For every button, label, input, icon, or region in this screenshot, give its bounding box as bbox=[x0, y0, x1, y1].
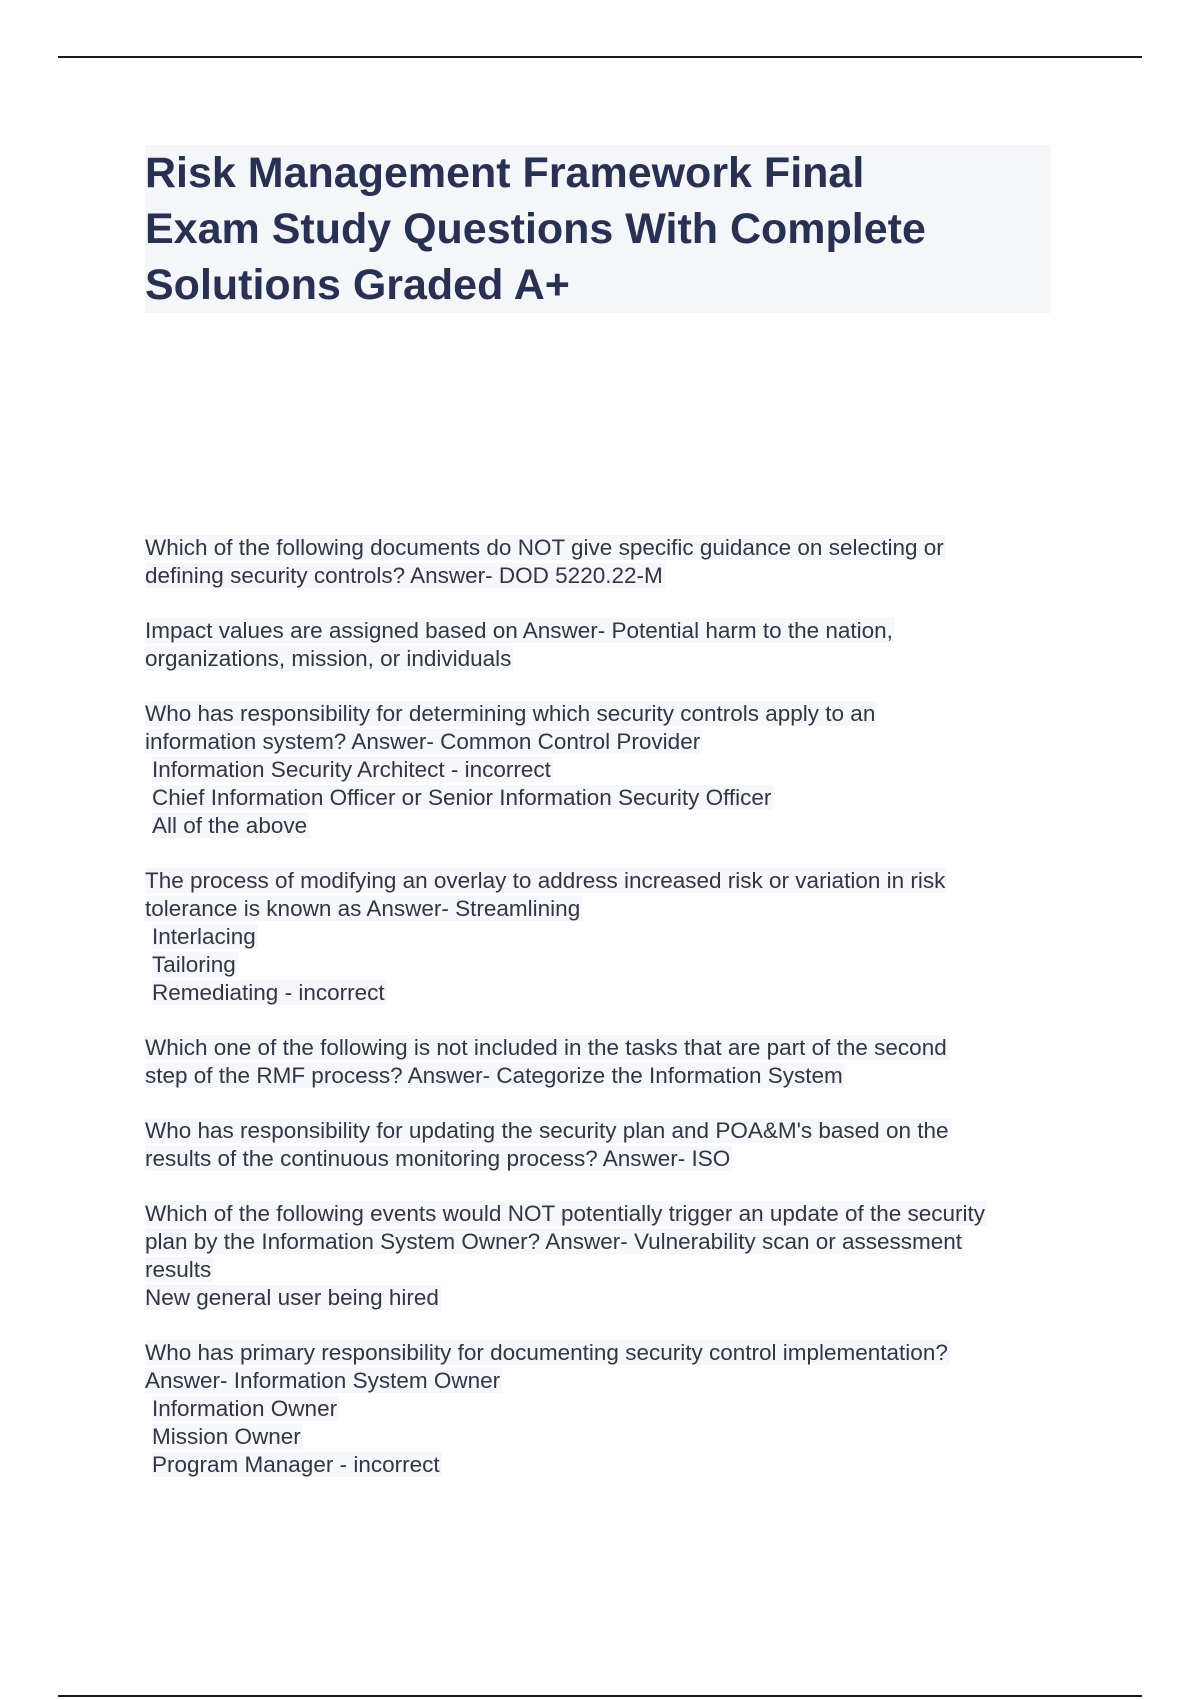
answer-option: All of the above bbox=[152, 813, 308, 838]
question-line: defining security controls? Answer- DOD 5220.22-M bbox=[145, 563, 663, 588]
question-line: Which of the following events would NOT potentially trigger an update of the security bbox=[145, 1201, 986, 1226]
question-line: Who has responsibility for updating the security plan and POA&M's based on the bbox=[145, 1118, 949, 1143]
question-line: Impact values are assigned based on Answer- Potential harm to the nation, bbox=[145, 618, 893, 643]
answer-option: Information Owner bbox=[152, 1396, 338, 1421]
qa-item bbox=[145, 534, 1065, 590]
title-line: Risk Management Framework Final bbox=[145, 149, 865, 197]
qa-item bbox=[145, 1339, 1065, 1479]
question-line: The process of modifying an overlay to address increased risk or variation in risk bbox=[145, 868, 946, 893]
question-line: Which of the following documents do NOT give specific guidance on selecting or bbox=[145, 535, 944, 560]
question-answer-list bbox=[145, 534, 1065, 1506]
question-line: Which one of the following is not included in the tasks that are part of the second bbox=[145, 1035, 947, 1060]
answer-option: Program Manager - incorrect bbox=[152, 1452, 440, 1477]
question-line: results bbox=[145, 1257, 212, 1282]
qa-item bbox=[145, 700, 1065, 840]
question-line: results of the continuous monitoring process? Answer- ISO bbox=[145, 1146, 731, 1171]
question-line: New general user being hired bbox=[145, 1285, 439, 1310]
question-line: Who has responsibility for determining which security controls apply to an bbox=[145, 701, 876, 726]
question-line: tolerance is known as Answer- Streamlining bbox=[145, 896, 581, 921]
answer-option: Information Security Architect - incorrect bbox=[152, 757, 551, 782]
title-line: Exam Study Questions With Complete bbox=[145, 205, 926, 253]
qa-item bbox=[145, 1200, 1065, 1312]
question-line: Answer- Information System Owner bbox=[145, 1368, 501, 1393]
answer-option: Mission Owner bbox=[152, 1424, 301, 1449]
bottom-rule bbox=[58, 1695, 1142, 1697]
qa-item bbox=[145, 1034, 1065, 1090]
question-line: step of the RMF process? Answer- Categorize the Information System bbox=[145, 1063, 843, 1088]
question-line: plan by the Information System Owner? Answer- Vulnerability scan or assessment bbox=[145, 1229, 963, 1254]
answer-option: Remediating - incorrect bbox=[152, 980, 385, 1005]
document-title bbox=[145, 145, 1051, 313]
question-line: Who has primary responsibility for documenting security control implementation? bbox=[145, 1340, 948, 1365]
qa-item bbox=[145, 1117, 1065, 1173]
answer-option: Tailoring bbox=[152, 952, 236, 977]
top-rule bbox=[58, 56, 1142, 58]
qa-item bbox=[145, 617, 1065, 673]
qa-item bbox=[145, 867, 1065, 1007]
question-line: organizations, mission, or individuals bbox=[145, 646, 512, 671]
title-block bbox=[145, 145, 1051, 313]
answer-option: Interlacing bbox=[152, 924, 256, 949]
title-line: Solutions Graded A+ bbox=[145, 261, 570, 309]
answer-option: Chief Information Officer or Senior Information Security Officer bbox=[152, 785, 772, 810]
question-line: information system? Answer- Common Control Provider bbox=[145, 729, 701, 754]
